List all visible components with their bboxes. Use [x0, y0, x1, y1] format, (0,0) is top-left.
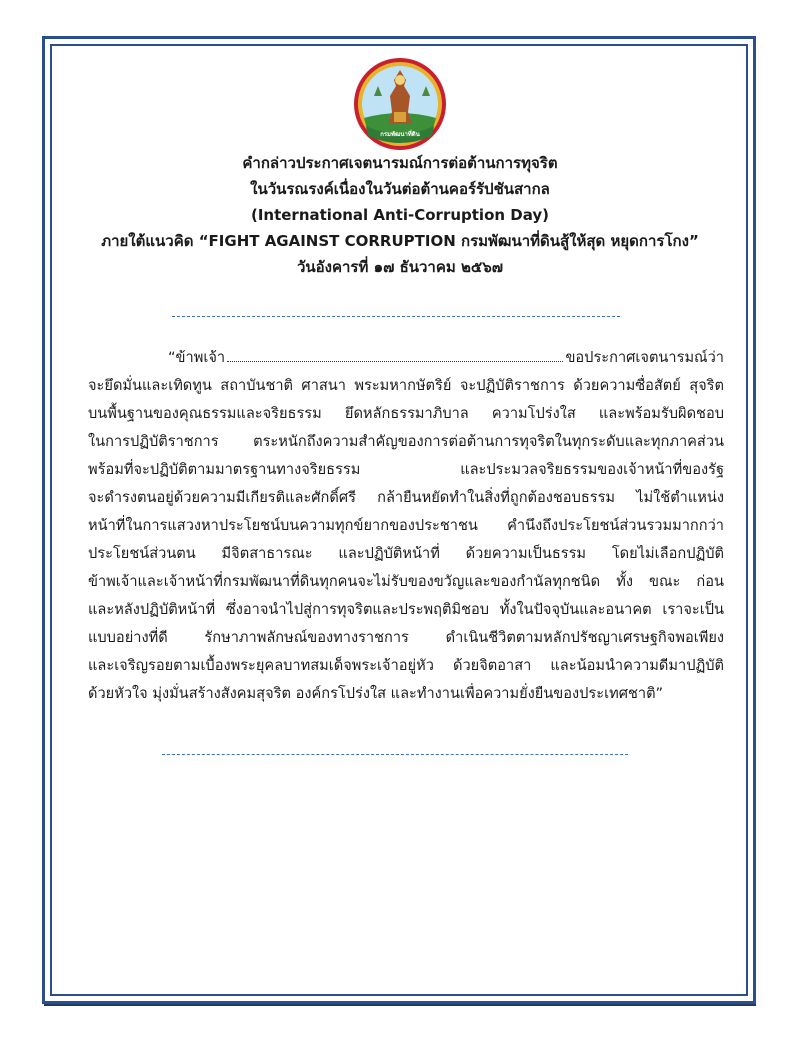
name-fill-in-blank[interactable] — [227, 347, 563, 362]
header-theme: ภายใต้แนวคิด “FIGHT AGAINST CORRUPTION กรมพัฒนาที่ดินสู้ให้สุด หยุดการโกง” — [101, 232, 699, 250]
header-date: วันอังคารที่ ๑๗ ธันวาคม ๒๕๖๗ — [296, 258, 504, 276]
announcement-header — [80, 150, 720, 280]
svg-text:กรมพัฒนาที่ดิน: กรมพัฒนาที่ดิน — [380, 131, 420, 138]
pledge-line: และเจริญรอยตามเบื้องพระยุคลบาทสมเด็จพระเจ้าอยู่หัว ด้วยจิตอาสา และน้อมนำความดีมาปฏิบัติ — [88, 657, 724, 674]
pledge-opening-line — [88, 344, 724, 372]
pledge-line: พร้อมที่จะปฏิบัติตามมาตรฐานทางจริยธรรม และประมวลจริยธรรมของเจ้าหน้าที่ของรัฐ — [88, 461, 724, 478]
header-title: คำกล่าวประกาศเจตนารมณ์การต่อต้านการทุจริต — [242, 154, 558, 172]
header-occasion: ในวันรณรงค์เนื่องในวันต่อต้านคอร์รัปชันสากล — [250, 180, 550, 198]
header-divider — [172, 316, 620, 317]
pledge-line: และหลังปฏิบัติหน้าที่ ซึ่งอาจนำไปสู่การทุจริตและประพฤติมิชอบ ทั้งในปัจจุบันและอนาคต เราจะเป็น — [88, 601, 724, 618]
pledge-line: จะดำรงตนอยู่ด้วยความมีเกียรติและศักดิ์ศรี กล้ายืนหยัดทำในสิ่งที่ถูกต้องชอบธรรม ไม่ใช้ตำแหน่ง — [88, 489, 724, 506]
pledge-line: ประโยชน์ส่วนตน มีจิตสาธารณะ และปฏิบัติหน้าที่ ด้วยความเป็นธรรม โดยไม่เลือกปฏิบัติ — [88, 545, 724, 562]
pledge-line: ในการปฏิบัติราชการ ตระหนักถึงความสำคัญของการต่อต้านการทุจริตในทุกระดับและทุกภาคส่วน — [88, 433, 724, 450]
pledge-line: แบบอย่างที่ดี รักษาภาพลักษณ์ของทางราชการ ดำเนินชีวิตตามหลักปรัชญาเศรษฐกิจพอเพียง — [88, 629, 724, 646]
pledge-line: บนพื้นฐานของคุณธรรมและจริยธรรม ยึดหลักธรรมาภิบาล ความโปร่งใส และพร้อมรับผิดชอบ — [88, 405, 724, 422]
department-emblem-icon — [352, 56, 448, 152]
footer-divider — [162, 754, 628, 755]
pledge-opening: “ข้าพเจ้า — [168, 349, 226, 366]
pledge-opening-end: ขอประกาศเจตนารมณ์ว่า — [565, 349, 724, 366]
pledge-line: จะยึดมั่นและเทิดทูน สถาบันชาติ ศาสนา พระมหากษัตริย์ จะปฏิบัติราชการ ด้วยความซื่อสัตย์ สุจริต — [88, 377, 724, 394]
pledge-line: ข้าพเจ้าและเจ้าหน้าที่กรมพัฒนาที่ดินทุกคนจะไม่รับของขวัญและของกำนัลทุกชนิด ทั้ง ขณะ ก่อน — [88, 573, 724, 590]
pledge-line: ด้วยหัวใจ มุ่งมั่นสร้างสังคมสุจริต องค์กรโปร่งใส และทำงานเพื่อความยั่งยืนของประเทศชาติ” — [88, 685, 664, 702]
pledge-text — [88, 344, 724, 708]
header-english-title: (International Anti-Corruption Day) — [250, 206, 550, 224]
pledge-line: หน้าที่ในการแสวงหาประโยชน์บนความทุกข์ยากของประชาชน คำนึงถึงประโยชน์ส่วนรวมมากกว่า — [88, 517, 724, 534]
